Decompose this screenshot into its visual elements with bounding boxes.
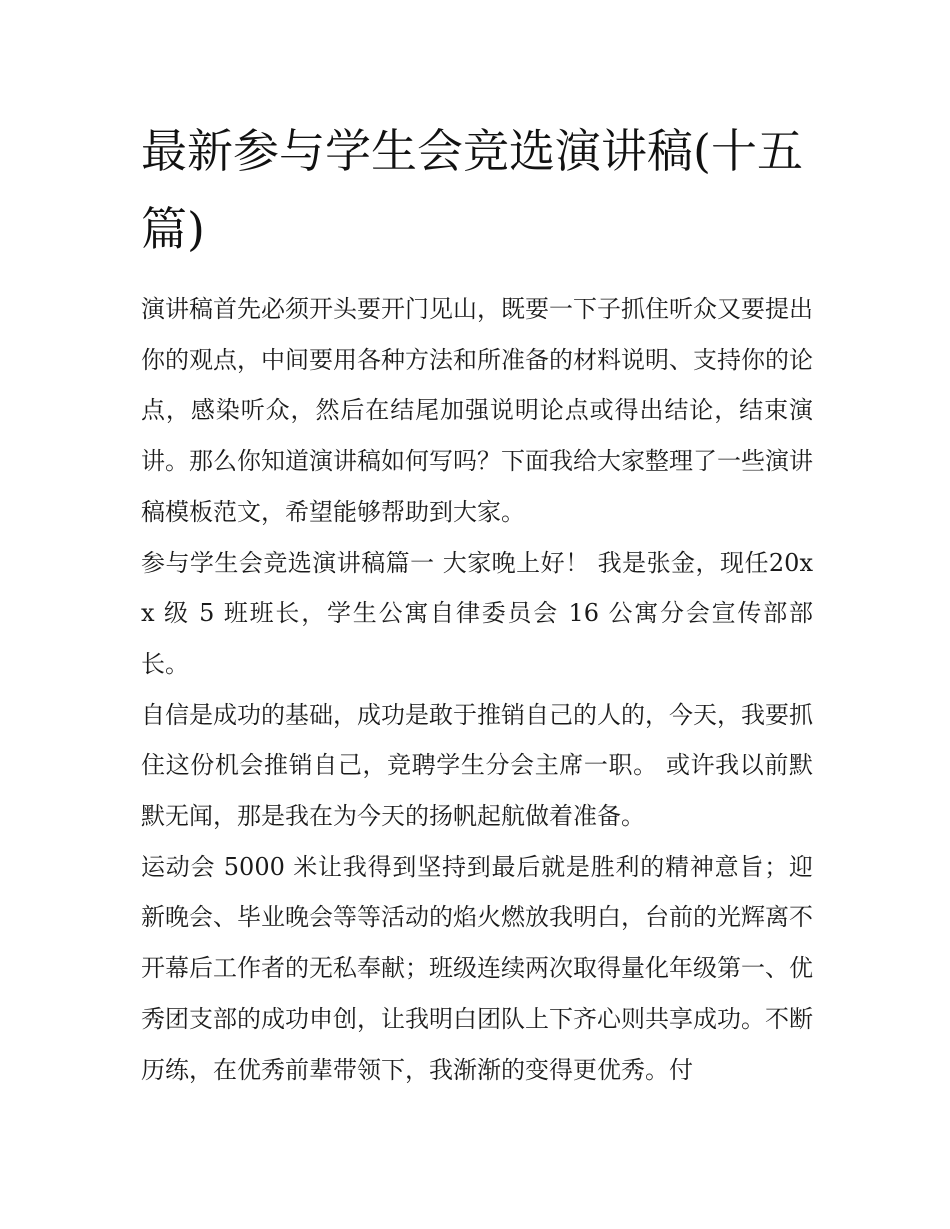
- paragraph-speech-opening: 参与学生会竞选演讲稿篇一 大家晚上好！ 我是张金，现任20xx 级 5 班班长，学生公寓自律委员会 16 公寓分会宣传部部长。: [141, 548, 813, 678]
- document-content: [141, 112, 813, 1095]
- paragraph-confidence: 自信是成功的基础，成功是敢于推销自己的人的，今天，我要抓住这份机会推销自己，竞聘学生分会主席一职。 或许我以前默默无闻，那是我在为今天的扬帆起航做着准备。: [141, 700, 813, 831]
- document-title: 最新参与学生会竞选演讲稿(十五篇): [141, 124, 803, 256]
- paragraph-intro: 演讲稿首先必须开头要开门见山，既要一下子抓住听众又要提出你的观点，中间要用各种方法和所准备的材料说明、支持你的论点，感染听众，然后在结尾加强说明论点或得出结论，结束演讲。那么你知道演讲稿如何写吗？下面我给大家整理了一些演讲稿模板范文，希望能够帮助到大家。: [141, 295, 813, 526]
- paragraph-experience: 运动会 5000 米让我得到坚持到最后就是胜利的精神意旨；迎新晚会、毕业晚会等等活动的焰火燃放我明白，台前的光辉离不开幕后工作者的无私奉献；班级连续两次取得量化年级第一、优秀团支部的成功申创，让我明白团队上下齐心则共享成功。不断历练，在优秀前辈带领下，我渐渐的变得更优秀。付: [141, 852, 813, 1084]
- document-body: [141, 284, 813, 1095]
